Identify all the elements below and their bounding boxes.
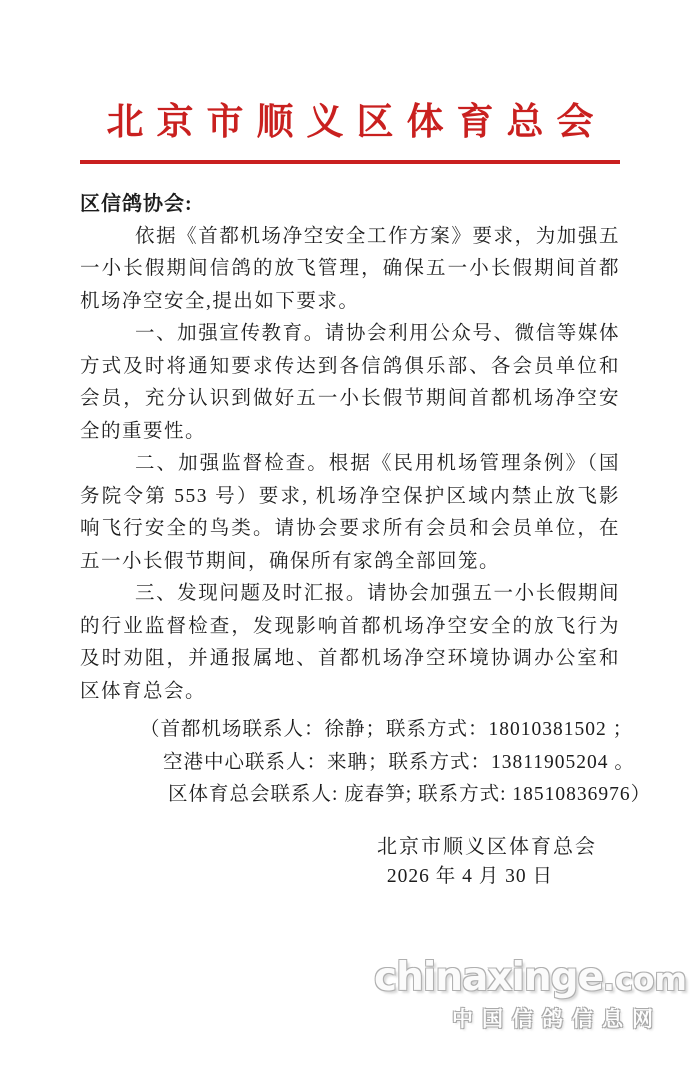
paragraph-item-2: 二、加强监督检查。根据《民用机场管理条例》（国务院令第 553 号）要求, 机场净空保护区域内禁止放飞影响飞行安全的鸟类。请协会要求所有会员和会员单位，在五一小长假节期间，确保所有家鸽全部回笼。 bbox=[80, 453, 620, 572]
page-title: 北京市顺义区体育总会 bbox=[106, 102, 607, 143]
salutation: 区信鸽协会: bbox=[80, 193, 193, 215]
watermark-tld-text: .com bbox=[603, 962, 687, 998]
signature-date: 2026 年 4 月 30 日 bbox=[386, 865, 553, 887]
watermark-domain bbox=[374, 955, 687, 1000]
paragraph-intro: 依据《首都机场净空安全工作方案》要求，为加强五一小长假期间信鸽的放飞管理，确保五一小长假期间首都机场净空安全,提出如下要求。 bbox=[80, 225, 620, 312]
paragraph-item-1: 一、加强宣传教育。请协会利用公众号、微信等媒体方式及时将通知要求传达到各信鸽俱乐部、各会员单位和会员，充分认识到做好五一小长假节期间首都机场净空安全的重要性。 bbox=[80, 323, 620, 442]
paragraph-item-3: 三、发现问题及时汇报。请协会加强五一小长假期间的行业监督检查，发现影响首都机场净空安全的放飞行为及时劝阻，并通报属地、首都机场净空环境协调办公室和区体育总会。 bbox=[80, 583, 620, 702]
contact-block bbox=[80, 714, 652, 812]
letterhead bbox=[80, 99, 620, 164]
watermark-brand-text: chinaxinge bbox=[374, 955, 603, 1000]
watermark-site-name: 中国信鸽信息网 bbox=[452, 1007, 662, 1031]
signature-block bbox=[80, 832, 620, 892]
title-divider bbox=[80, 160, 620, 164]
document-page bbox=[0, 99, 700, 1089]
contact-airport: （首都机场联系人：徐静；联系方式：18010381502 ； bbox=[140, 719, 634, 740]
document-body bbox=[80, 188, 652, 892]
contact-airport-center: 空港中心联系人：来聃；联系方式：13811905204 。 bbox=[163, 751, 635, 773]
contact-sports-federation: 区体育总会联系人: 庞春笋; 联系方式: 18510836976） bbox=[168, 784, 652, 805]
signature-org: 北京市顺义区体育总会 bbox=[377, 835, 597, 858]
